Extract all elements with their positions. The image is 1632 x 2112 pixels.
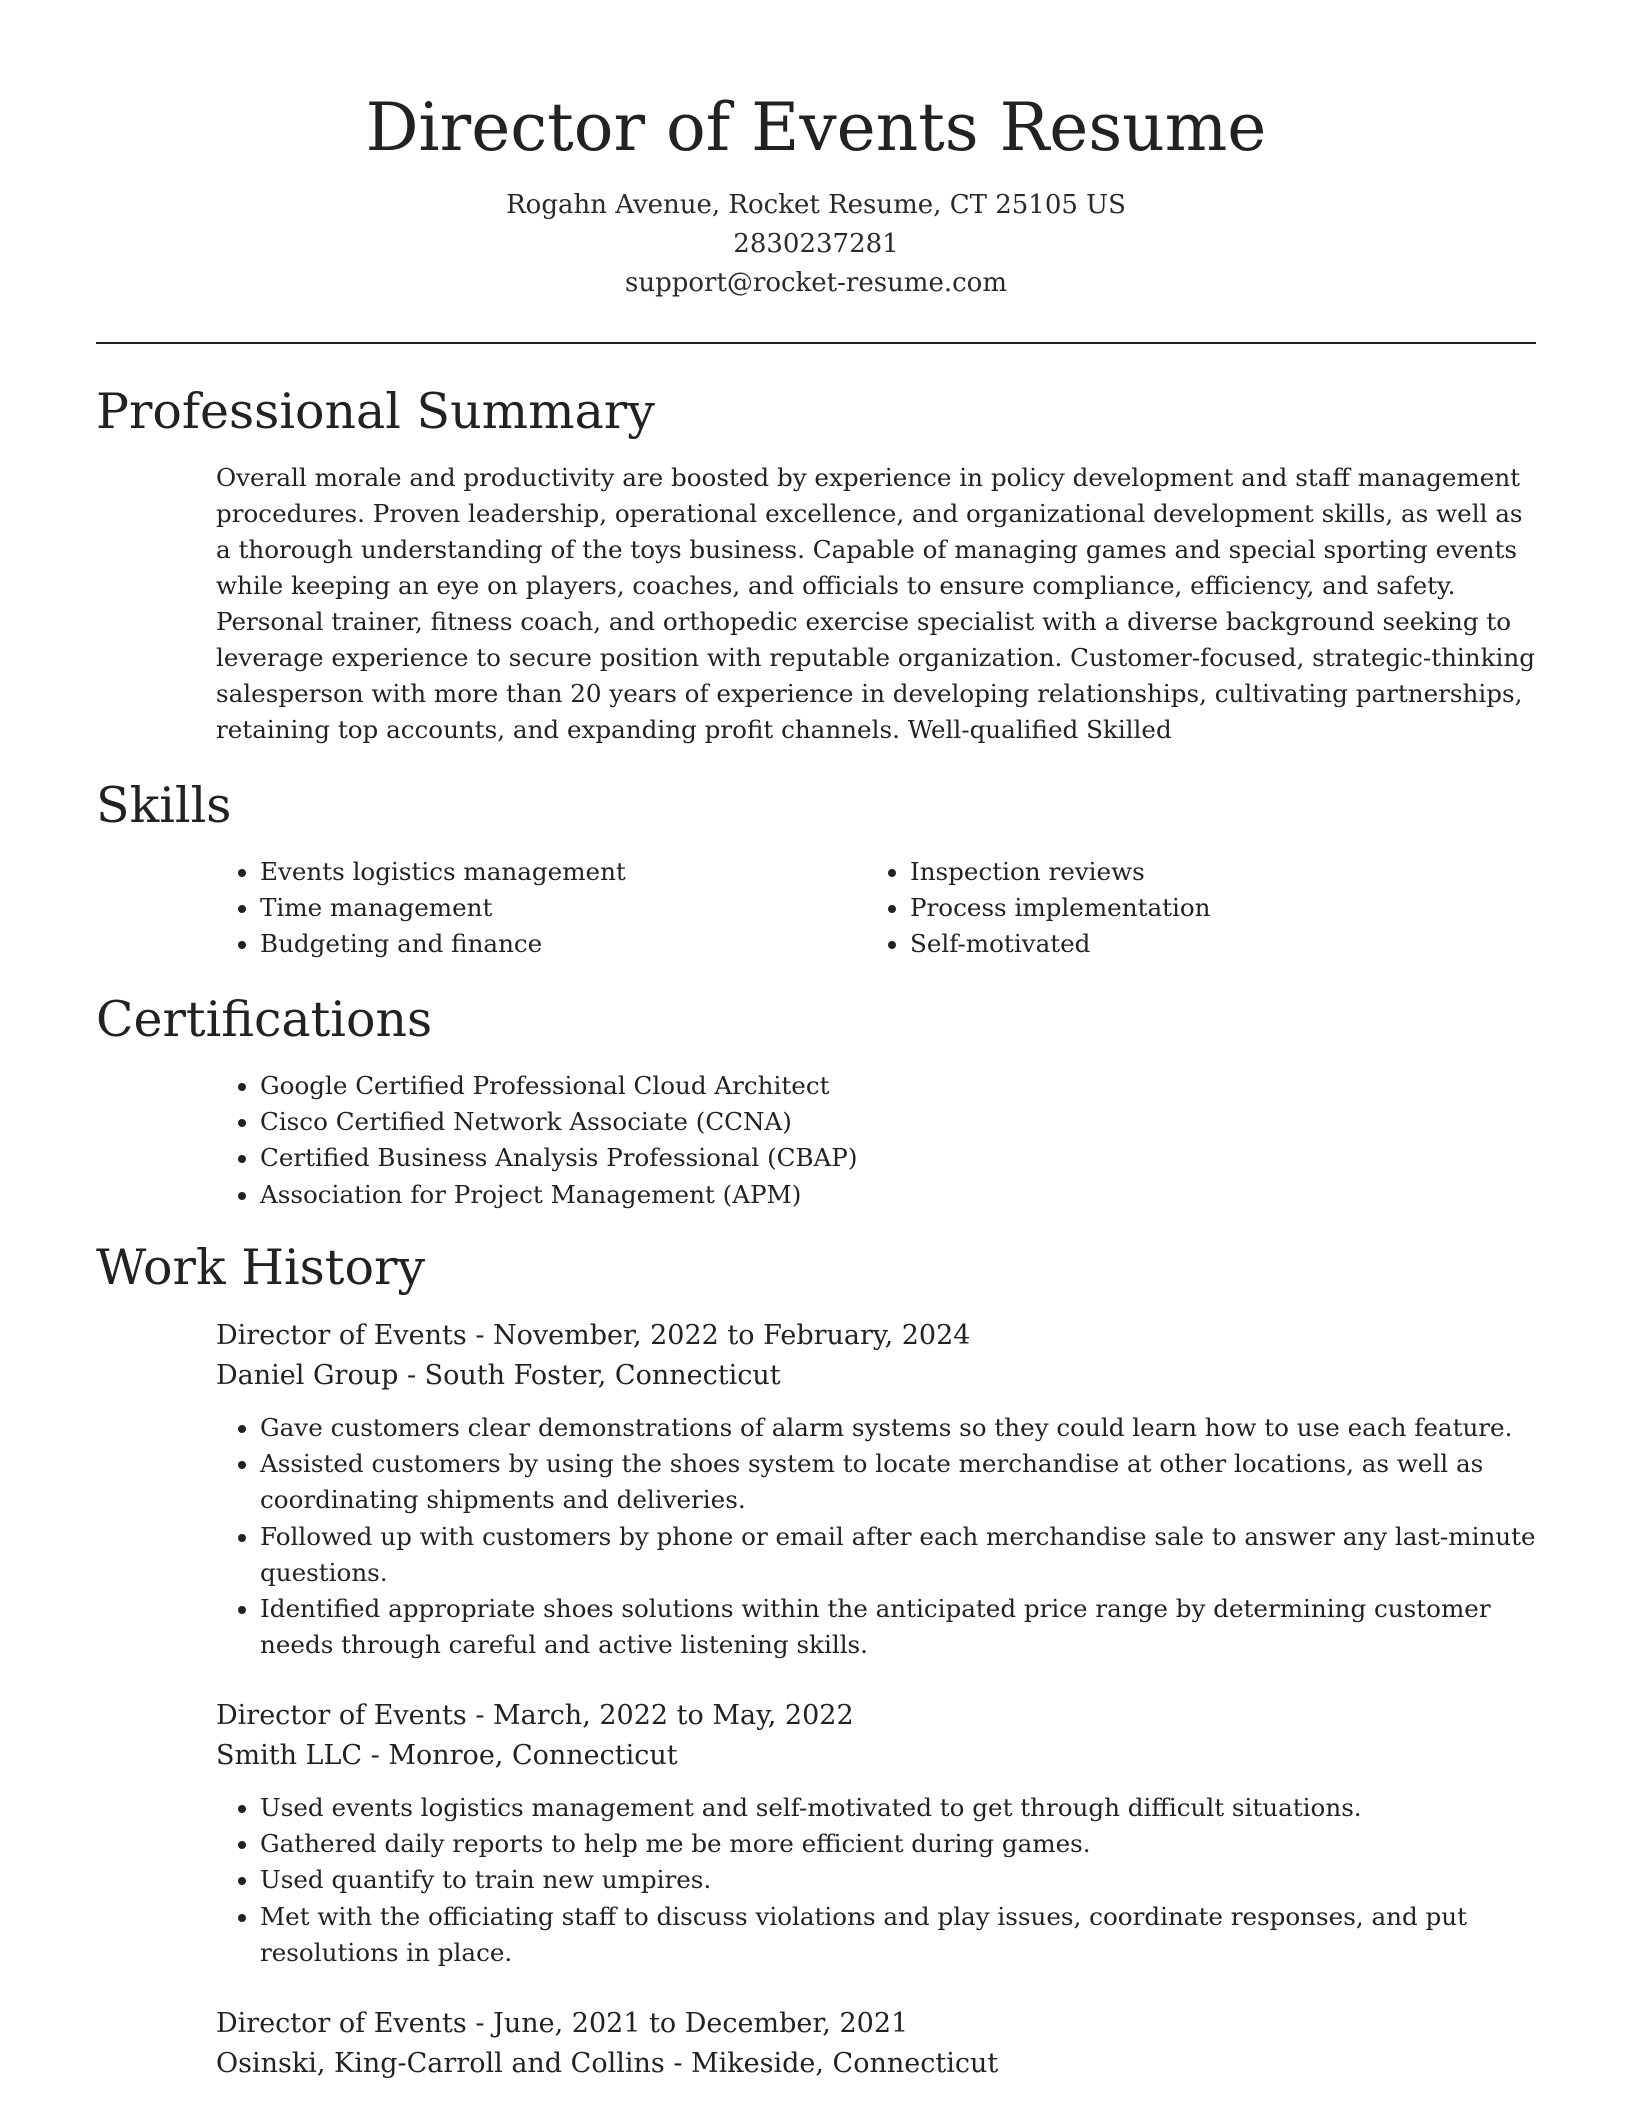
contact-address: Rogahn Avenue, Rocket Resume, CT 25105 US: [506, 190, 1126, 220]
certification-item: • Association for Project Management (APM): [260, 1177, 1560, 1213]
summary-text: Overall morale and productivity are boosted by experience in policy development and staff management procedures. Proven leadership, operational excellence, and organizational development skills, as well as a thorough understanding of the toys business. Capable of managing games and special sporting events while keeping an eye on players, coaches, and officials to ensure compliance, efficiency, and safety. Personal trainer, fitness coach, and orthopedic exercise specialist with a diverse background seeking to leverage experience to secure position with reputable organization. Customer-focused, strategic-thinking salesperson with more than 20 years of experience in developing relationships, cultivating partnerships, retaining top accounts, and expanding profit channels. Well-qualified Skilled: [216, 463, 1535, 744]
skill-item: • Process implementation: [910, 890, 1550, 926]
job-bullets: [216, 1410, 1560, 1663]
skills-list-left: [216, 854, 820, 963]
job-title-line: Director of Events - November, 2022 to February, 2024: [216, 1320, 971, 1351]
job-bullet: • Used events logistics management and self-motivated to get through difficult situations.: [260, 1790, 1560, 1826]
work-history-heading: Work History: [96, 1239, 426, 1296]
job-bullet: • Met with the officiating staff to discuss violations and play issues, coordinate responses, and put resolutions in place.: [260, 1899, 1560, 1971]
certification-item: • Google Certified Professional Cloud Architect: [260, 1068, 1560, 1104]
skills-heading: Skills: [96, 777, 232, 834]
contact-email: support@rocket-resume.com: [624, 268, 1007, 298]
job-bullet: • Gave customers clear demonstrations of alarm systems so they could learn how to use each feature.: [260, 1410, 1560, 1446]
certifications-list: [216, 1068, 1560, 1213]
certification-item: • Cisco Certified Network Associate (CCNA): [260, 1104, 1560, 1140]
job-company-line: Daniel Group - South Foster, Connecticut: [216, 1360, 781, 1391]
job-title-line: Director of Events - March, 2022 to May, 2022: [216, 1700, 854, 1731]
skill-item: • Self-motivated: [910, 926, 1550, 962]
certifications-heading: Certifications: [96, 991, 433, 1048]
job-bullet: • Gathered daily reports to help me be more efficient during games.: [260, 1826, 1560, 1862]
job-bullets: [216, 1790, 1560, 1971]
job-title-line: Director of Events - June, 2021 to December, 2021: [216, 2008, 909, 2039]
certification-item: • Certified Business Analysis Professional (CBAP): [260, 1140, 1560, 1176]
skill-item: • Inspection reviews: [910, 854, 1550, 890]
job-bullet: • Assisted customers by using the shoes system to locate merchandise at other locations, as well as coordinating shipments and deliveries.: [260, 1446, 1560, 1518]
job-bullet: • Identified appropriate shoes solutions within the anticipated price range by determining customer needs through careful and active listening skills.: [260, 1591, 1560, 1663]
skill-item: • Budgeting and finance: [260, 926, 820, 962]
contact-block: [0, 186, 1632, 303]
skill-item: • Events logistics management: [260, 854, 820, 890]
resume-title: Director of Events Resume: [365, 89, 1267, 166]
skills-list-right: [866, 854, 1550, 963]
contact-phone: 2830237281: [733, 229, 899, 259]
job-bullet: • Followed up with customers by phone or email after each merchandise sale to answer any last-minute questions.: [260, 1519, 1560, 1591]
resume-header: [0, 0, 1632, 303]
skill-item: • Time management: [260, 890, 820, 926]
header-divider: [96, 342, 1536, 344]
summary-heading: Professional Summary: [96, 383, 655, 440]
job-company-line: Osinski, King-Carroll and Collins - Mikeside, Connecticut: [216, 2048, 999, 2079]
job-company-line: Smith LLC - Monroe, Connecticut: [216, 1740, 678, 1771]
job-bullet: • Used quantify to train new umpires.: [260, 1862, 1560, 1898]
